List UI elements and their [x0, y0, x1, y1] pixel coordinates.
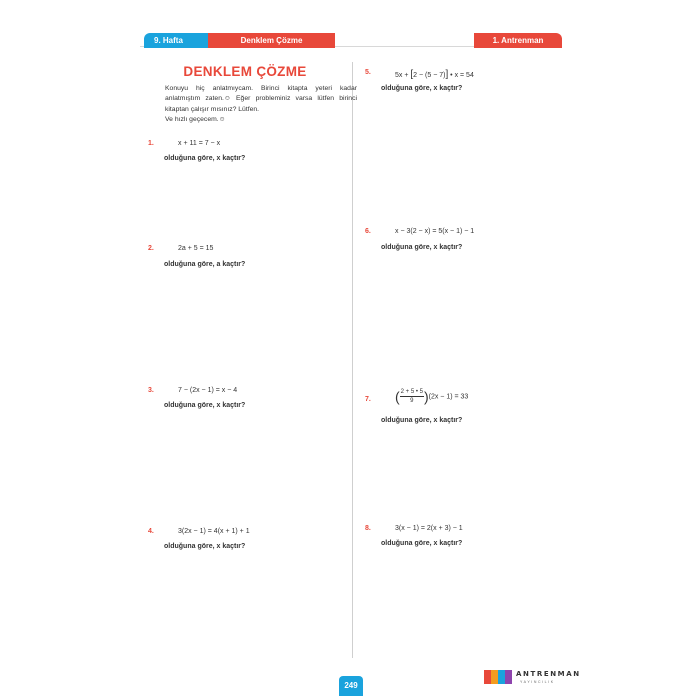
question-equation: 3(2x − 1) = 4(x + 1) + 1	[178, 528, 250, 535]
page-title: DENKLEM ÇÖZME	[183, 64, 307, 79]
fraction-numerator: 2 + 5 • 5	[400, 389, 423, 395]
close-paren: )	[423, 388, 429, 405]
question-number: 5.	[365, 69, 371, 76]
logo-block-red	[484, 670, 491, 684]
question-equation: 7 − (2x − 1) = x − 4	[178, 387, 238, 394]
question-prompt: olduğuna göre, a kaçtır?	[164, 261, 246, 268]
column-divider	[352, 62, 353, 658]
question-number: 6.	[365, 228, 371, 235]
question-number: 2.	[148, 245, 154, 252]
close-bracket: ]	[445, 69, 449, 80]
question-prompt: olduğuna göre, x kaçtır?	[381, 85, 463, 92]
question-equation: x − 3(2 − x) = 5(x − 1) − 1	[395, 228, 475, 235]
equation-inner: 2 − (5 − 7)	[413, 72, 446, 79]
question-prompt: olduğuna göre, x kaçtır?	[381, 244, 463, 251]
question-prompt: olduğuna göre, x kaçtır?	[381, 540, 463, 547]
fraction	[400, 388, 424, 405]
question-prompt: olduğuna göre, x kaçtır?	[164, 155, 246, 162]
drill-tag: 1. Antrenman	[474, 33, 562, 48]
page-number: 249	[339, 676, 363, 696]
logo-block-orange	[491, 670, 498, 684]
logo-block-blue	[498, 670, 505, 684]
intro-line-2: Ve hızlı geçecem.☺	[165, 115, 226, 123]
question-number: 7.	[365, 396, 371, 403]
question-number: 3.	[148, 387, 154, 394]
equation-prefix: 5x +	[395, 72, 411, 79]
question-equation	[395, 69, 474, 80]
question-equation: 3(x − 1) = 2(x + 3) − 1	[395, 525, 463, 532]
logo-block-purple	[505, 670, 512, 684]
question-number: 1.	[148, 140, 154, 147]
equation-suffix: • x = 54	[448, 72, 474, 79]
question-number: 8.	[365, 525, 371, 532]
question-prompt: olduğuna göre, x kaçtır?	[164, 543, 246, 550]
logo-subtitle: YAYINCILIK	[520, 680, 555, 684]
open-paren: (	[395, 388, 400, 405]
topic-tag: Denklem Çözme	[208, 33, 335, 48]
question-prompt: olduğuna göre, x kaçtır?	[164, 402, 246, 409]
question-number: 4.	[148, 528, 154, 535]
question-equation: x + 11 = 7 − x	[178, 140, 221, 147]
week-tag: 9. Hafta	[144, 33, 208, 48]
question-prompt: olduğuna göre, x kaçtır?	[381, 417, 463, 424]
question-equation: 2a + 5 = 15	[178, 245, 214, 252]
equation-suffix: (2x − 1) = 33	[428, 393, 469, 401]
publisher-logo	[484, 668, 581, 688]
question-equation	[395, 388, 468, 405]
intro-text	[165, 84, 357, 125]
logo-name: ANTRENMAN	[516, 670, 581, 678]
open-bracket: [	[410, 69, 414, 80]
intro-line-1: Konuyu hiç anlatmıycam. Birinci kitapta yeteri kadar anlatmıştım zaten.☺ Eğer probleminiz varsa lütfen birinci kitaptan çalışır mısınız? Lütfen.	[165, 85, 357, 113]
fraction-denominator: 9	[410, 398, 414, 404]
